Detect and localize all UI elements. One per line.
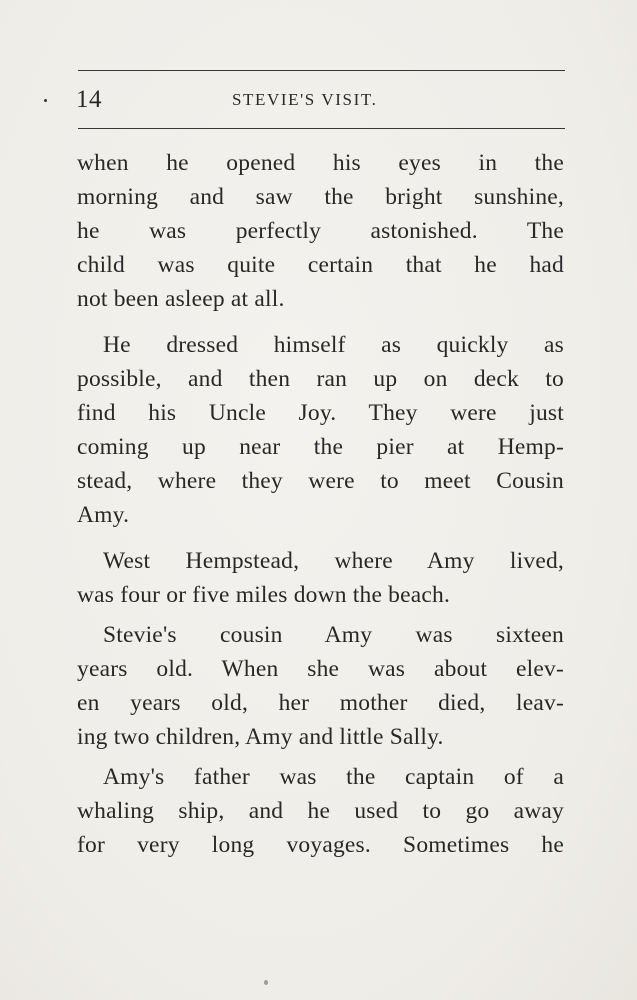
text-line: morning and saw the bright sunshine, [77,184,564,210]
paragraph-gap [77,316,564,328]
text-line: ing two children, Amy and little Sally. [77,724,444,750]
text-line: he was perfectly astonished. The [77,218,564,244]
ink-speck [264,980,268,985]
text-line: whaling ship, and he used to go away [77,798,564,824]
text-line: He dressed himself as quickly as [103,332,564,358]
body-text [77,146,564,862]
text-line: Amy. [77,502,130,528]
text-line: find his Uncle Joy. They were just [77,400,564,426]
header-rule-bottom [78,128,565,129]
text-line: Amy's father was the captain of a [103,764,564,790]
header-rule-top [78,70,565,71]
text-line: not been asleep at all. [77,286,285,312]
text-line: coming up near the pier at Hemp- [77,434,564,460]
page-number: 14 [76,86,102,113]
text-line: for very long voyages. Sometimes he [77,832,564,858]
text-line: en years old, her mother died, leav- [77,690,564,716]
text-line: possible, and then ran up on deck to [77,366,564,392]
ink-speck [44,99,47,102]
running-title: STEVIE'S VISIT. [232,90,378,109]
paragraph-gap [77,532,564,544]
text-line: Stevie's cousin Amy was sixteen [103,622,564,648]
text-line: when he opened his eyes in the [77,150,564,176]
text-line: years old. When she was about elev- [77,656,564,682]
text-line: was four or five miles down the beach. [77,582,451,608]
text-line: stead, where they were to meet Cousin [77,468,564,494]
text-line: West Hempstead, where Amy lived, [103,548,564,574]
text-line: child was quite certain that he had [77,252,564,278]
